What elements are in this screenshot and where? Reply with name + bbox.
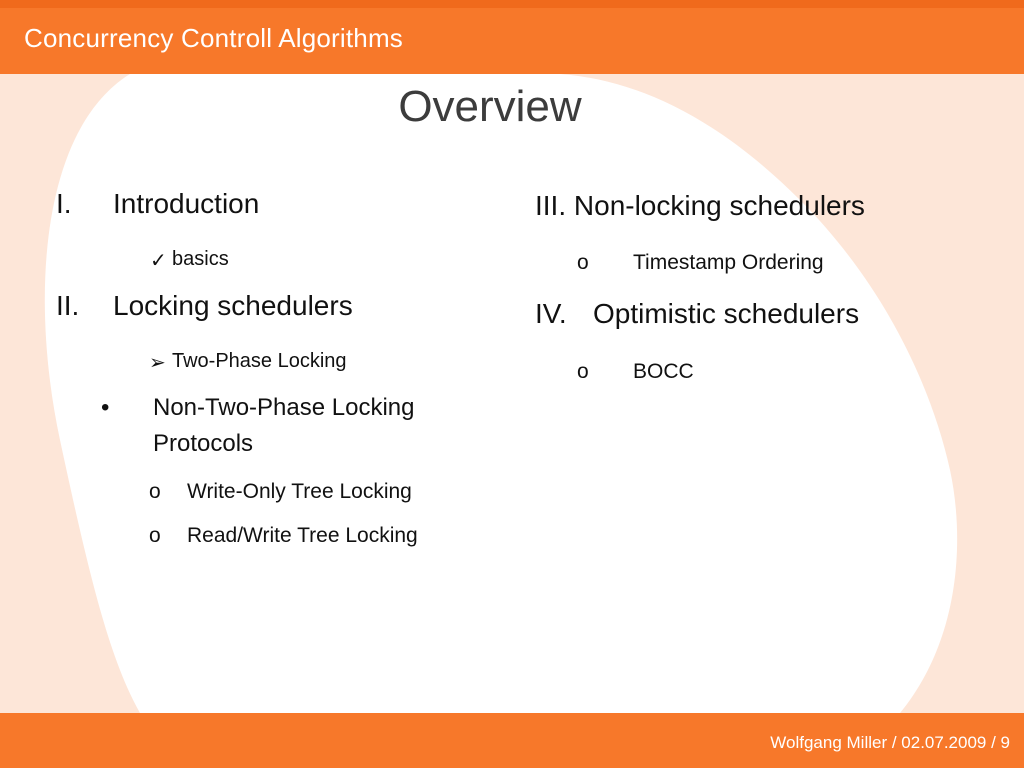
item-4-label: Optimistic schedulers (593, 298, 860, 329)
item-1-number: I. (56, 188, 72, 219)
item-2-label: Locking schedulers (113, 290, 353, 321)
circle-bullet-icon: o (577, 251, 589, 274)
item-4-number: IV. (535, 298, 567, 329)
item-3-label: III. Non-locking schedulers (535, 190, 865, 221)
bullet-icon: • (101, 394, 110, 421)
circle-bullet-icon: o (149, 524, 161, 547)
slide-title: Overview (398, 82, 582, 131)
check-icon: ✓ (150, 250, 167, 272)
item-2-bullet-line-2: Protocols (153, 430, 254, 457)
presentation-title: Concurrency Controll Algorithms (24, 23, 404, 53)
circle-bullet-icon: o (577, 360, 589, 383)
item-1-sub-basics: basics (172, 248, 229, 270)
read-write-tree-locking: Read/Write Tree Locking (187, 524, 418, 547)
bocc: BOCC (633, 360, 694, 383)
item-2-bullet-line-1: Non-Two-Phase Locking (153, 394, 415, 421)
timestamp-ordering: Timestamp Ordering (633, 251, 824, 274)
circle-bullet-icon: o (149, 480, 161, 503)
arrow-bullet-icon: ➢ (149, 352, 166, 374)
item-2-sub-two-phase: Two-Phase Locking (172, 350, 347, 372)
footer-author-date-page: Wolfgang Miller / 02.07.2009 / 9 (770, 733, 1010, 752)
write-only-tree-locking: Write-Only Tree Locking (187, 480, 412, 503)
item-2-number: II. (56, 290, 80, 321)
item-1-label: Introduction (113, 188, 260, 219)
